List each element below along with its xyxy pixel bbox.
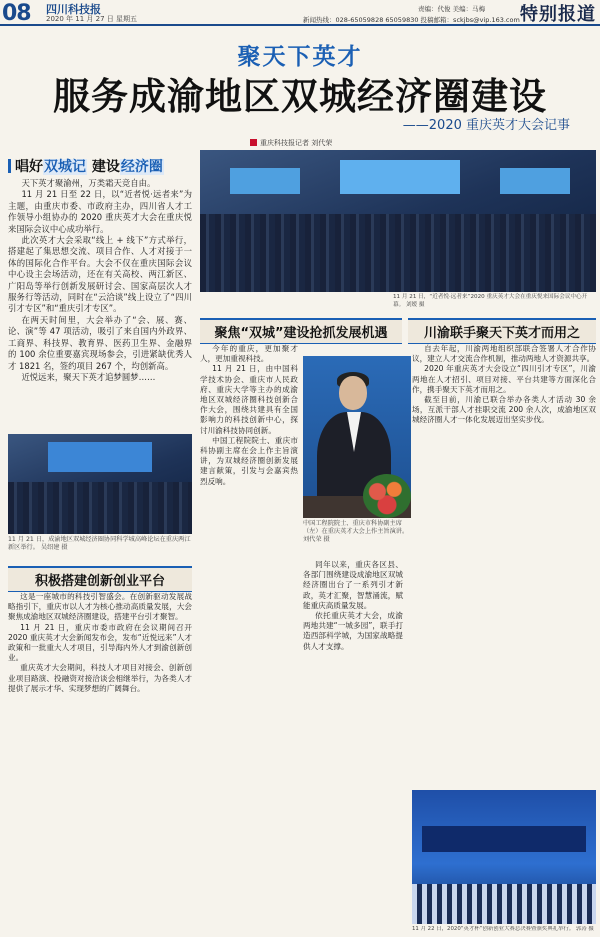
award-stage xyxy=(412,884,596,924)
byline-text: 重庆科技报记者 刘代荣 xyxy=(260,139,333,147)
forum-screen xyxy=(48,442,152,472)
competition-banner xyxy=(422,826,586,852)
left-column-body: 这是一座城市的科技引智盛会。在创新驱动发展战略指引下，重庆市以人才为核心推动高质量发展，大会聚焦成渝地区双城经济圈建设，搭建平台引才聚智。 11 月 21 日，重庆市委市政府在会议期间召开 2020 重庆英才大会新闻发布会，发布“近悦远来”人才政策和一批重大人才项目，引导海内外人才到渝创新创业。 重庆英才大会期间，科技人才项目对接会、创新创业项目路演、投融资对接洽谈会相继举行，为各类人才提供了展示才华、实现梦想的广阔舞台。 xyxy=(8,592,192,693)
page-number: 08 xyxy=(2,1,31,26)
forum-audience xyxy=(8,482,192,534)
editors-line: 责编：代俊 美编：马梅 xyxy=(418,5,486,13)
section-title-opportunity: 聚焦“双城”建设抢抓发展机遇 xyxy=(200,318,402,344)
lead-paragraph: 近悦远来，聚天下英才追梦圆梦…… xyxy=(21,371,156,382)
forum-photo xyxy=(8,434,192,534)
section-title-talent: 川渝联手聚天下英才而用之 xyxy=(408,318,596,344)
lead-text xyxy=(8,178,192,383)
lead-tag: 唱好双城记 建设经济圈 xyxy=(8,156,164,176)
speaker-photo xyxy=(303,356,411,518)
stage-screen-center xyxy=(340,160,460,194)
lead-paragraph: 在两天时间里，大会举办了“会、展、赛、论、演”等 47 项活动，吸引了来自国内外政界、工商界、科技界、教育界、医药卫生界、金融界的 100 余位重要嘉宾现场参会，引进紧缺优秀人才 1821 名，签约项目 267 个，均创新高。 xyxy=(8,314,192,371)
column-2-body: 今年的重庆，更加聚才人，更加重视科技。 11 月 21 日，由中国科学技术协会、重庆市人民政府、重庆大学等主办的成渝地区双城经济圈科技创新合作大会，围绕共建具有全国影响力的科技创新中心，探讨川渝科技协同创新。 中国工程院院士、重庆市科协副主席在会上作主旨演讲，为双城经济圈创新发展建言献策，引发与会嘉宾热烈反响。 xyxy=(200,344,298,486)
stage-screen-left xyxy=(230,168,300,194)
paper-name: 四川科技报 xyxy=(46,3,101,16)
issue-date: 2020 年 11 月 27 日 星期五 xyxy=(46,15,137,23)
stage-screen-right xyxy=(500,168,570,194)
left-photo-caption: 11 月 21 日，成渝地区双城经济圈协同科学城高峰论坛在重庆两江新区举行。 吴绍建 摄 xyxy=(8,536,191,551)
audience xyxy=(200,214,596,292)
deck-title: 聚天下英才 xyxy=(237,43,363,70)
hotline-line: 新闻热线：028-65059828 65059830 投稿邮箱：sckjbs@vip.163.com xyxy=(303,16,520,24)
tag-bar-icon xyxy=(8,159,11,173)
speaker-head xyxy=(339,376,367,410)
flower-arrangement xyxy=(363,474,411,518)
top-photo-caption: 11 月 21 日，“近者悦·远者来”2020 重庆英才大会在重庆悦来国际会议中心开幕。 刘嫒 摄 xyxy=(393,294,588,308)
column-3-body: 同年以来，重庆各区县、各部门围绕建设成渝地区双城经济圈出台了一系列引才新政，英才汇聚，智慧涌流，赋能重庆高质量发展。 依托重庆英才大会，成渝两地共建“一城多园”，联手打造西部科学城，为国家战略提供人才支撑。 xyxy=(303,560,403,651)
byline-square-icon xyxy=(250,139,257,146)
lead-paragraph: 11 月 21 日至 22 日，以“近者悦·远者来”为主题，由重庆市委、市政府主办，四川省人才工作领导小组协办的 2020 重庆英才大会在重庆悦来国际会议中心成功举行。 xyxy=(8,189,192,234)
bottom-photo-caption: 11 月 22 日，2020“英才杯”创新创业大赛总决赛暨颁奖典礼举行。 郭涛 摄 xyxy=(412,926,594,932)
competition-photo xyxy=(412,790,596,924)
section-title-platform: 积极搭建创新创业平台 xyxy=(8,566,192,592)
byline xyxy=(250,138,332,148)
conference-photo xyxy=(200,150,596,292)
section-name: 特别报道 xyxy=(520,4,596,25)
headline: 服务成渝地区双城经济圈建设 xyxy=(53,74,547,118)
subhead: ——2020 重庆英才大会记事 xyxy=(402,118,570,133)
column-4-body: 自去年起，川渝两地组织部联合签署人才合作协议，建立人才交流合作机制，推动两地人才资源共享。 2020 年重庆英才大会设立“四川引才专区”，川渝两地在人才招引、项目对接、平台共建等方面深化合作，携手聚天下英才而用之。 截至目前，川渝已联合举办各类人才活动 30 余场，互派干部人才挂职交流 200 余人次，成渝地区双城经济圈人才一体化发展迈出坚实步伐。 xyxy=(412,344,596,425)
lead-paragraph: 天下英才聚渝州，万类霜天竞自由。 xyxy=(21,178,156,188)
masthead xyxy=(0,0,600,26)
portrait-caption: 中国工程院院士、重庆市科协副主席（左）在重庆英才大会上作主旨演讲。 刘代荣 摄 xyxy=(303,520,409,543)
lead-paragraph: 此次英才大会采取“线上 + 线下”方式举行，搭建起了集思想交流、项目合作、人才对接于一体的国际化合作平台。大会不仅在重庆国际会议中心设主会场活动，还在有关高校、两江新区、广阳岛等举行创新发展研讨会、国家高层次人才服务行等活动，同时在“云洽谈”线上设立了“四川引才专区”和“重庆引才专区”。 xyxy=(8,235,192,314)
